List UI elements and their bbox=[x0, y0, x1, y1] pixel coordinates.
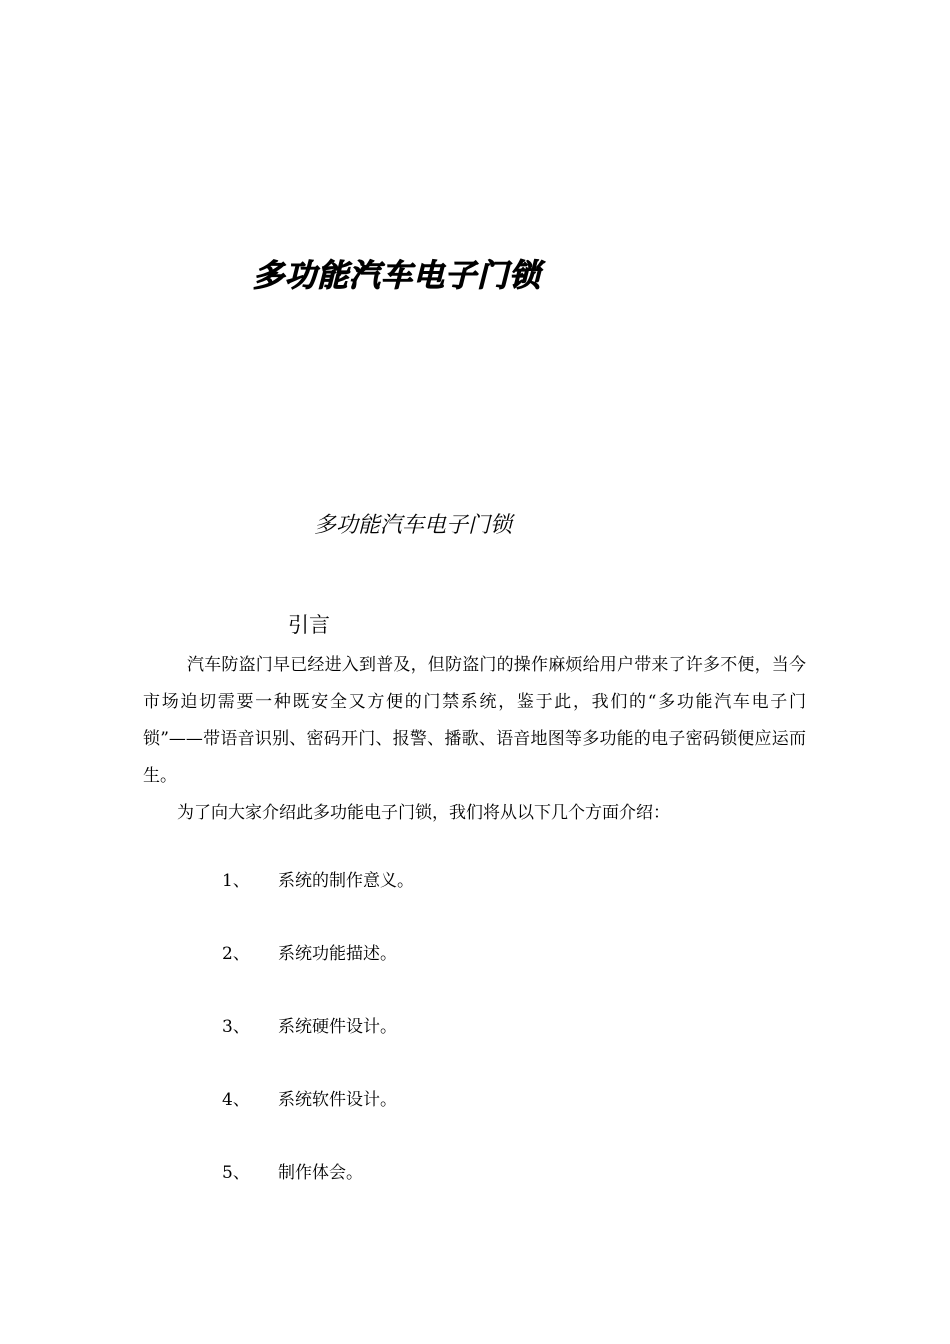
list-item-label: 系统硬件设计。 bbox=[278, 1017, 397, 1037]
list-item-label: 系统功能描述。 bbox=[278, 944, 397, 964]
list-item-label: 系统软件设计。 bbox=[278, 1090, 397, 1110]
list-item-label: 制作体会。 bbox=[278, 1163, 363, 1183]
list-item-number: 1、 bbox=[222, 871, 250, 891]
list-item-number: 3、 bbox=[222, 1017, 250, 1037]
list-item-number: 5、 bbox=[222, 1163, 250, 1183]
paragraph: 汽车防盗门早已经进入到普及，但防盗门的操作麻烦给用户带来了许多不便，当今市场迫切需要一种既安全又方便的门禁系统，鉴于此，我们的“多功能汽车电子门锁”——带语音识别、密码开门、报警、播歌、语音地图等多功能的电子密码锁便应运而生。 bbox=[143, 655, 806, 786]
document-subtitle: 多功能汽车电子门锁 bbox=[314, 513, 513, 538]
section-heading-introduction: 引言 bbox=[288, 613, 330, 637]
list-item-label: 系统的制作意义。 bbox=[278, 871, 414, 891]
list-item-number: 4、 bbox=[222, 1090, 250, 1110]
paragraph: 为了向大家介绍此多功能电子门锁，我们将从以下几个方面介绍： bbox=[177, 803, 670, 823]
cover-title: 多功能汽车电子门锁 bbox=[253, 258, 541, 294]
list-item-number: 2、 bbox=[222, 944, 250, 964]
introduction-body bbox=[143, 647, 806, 832]
